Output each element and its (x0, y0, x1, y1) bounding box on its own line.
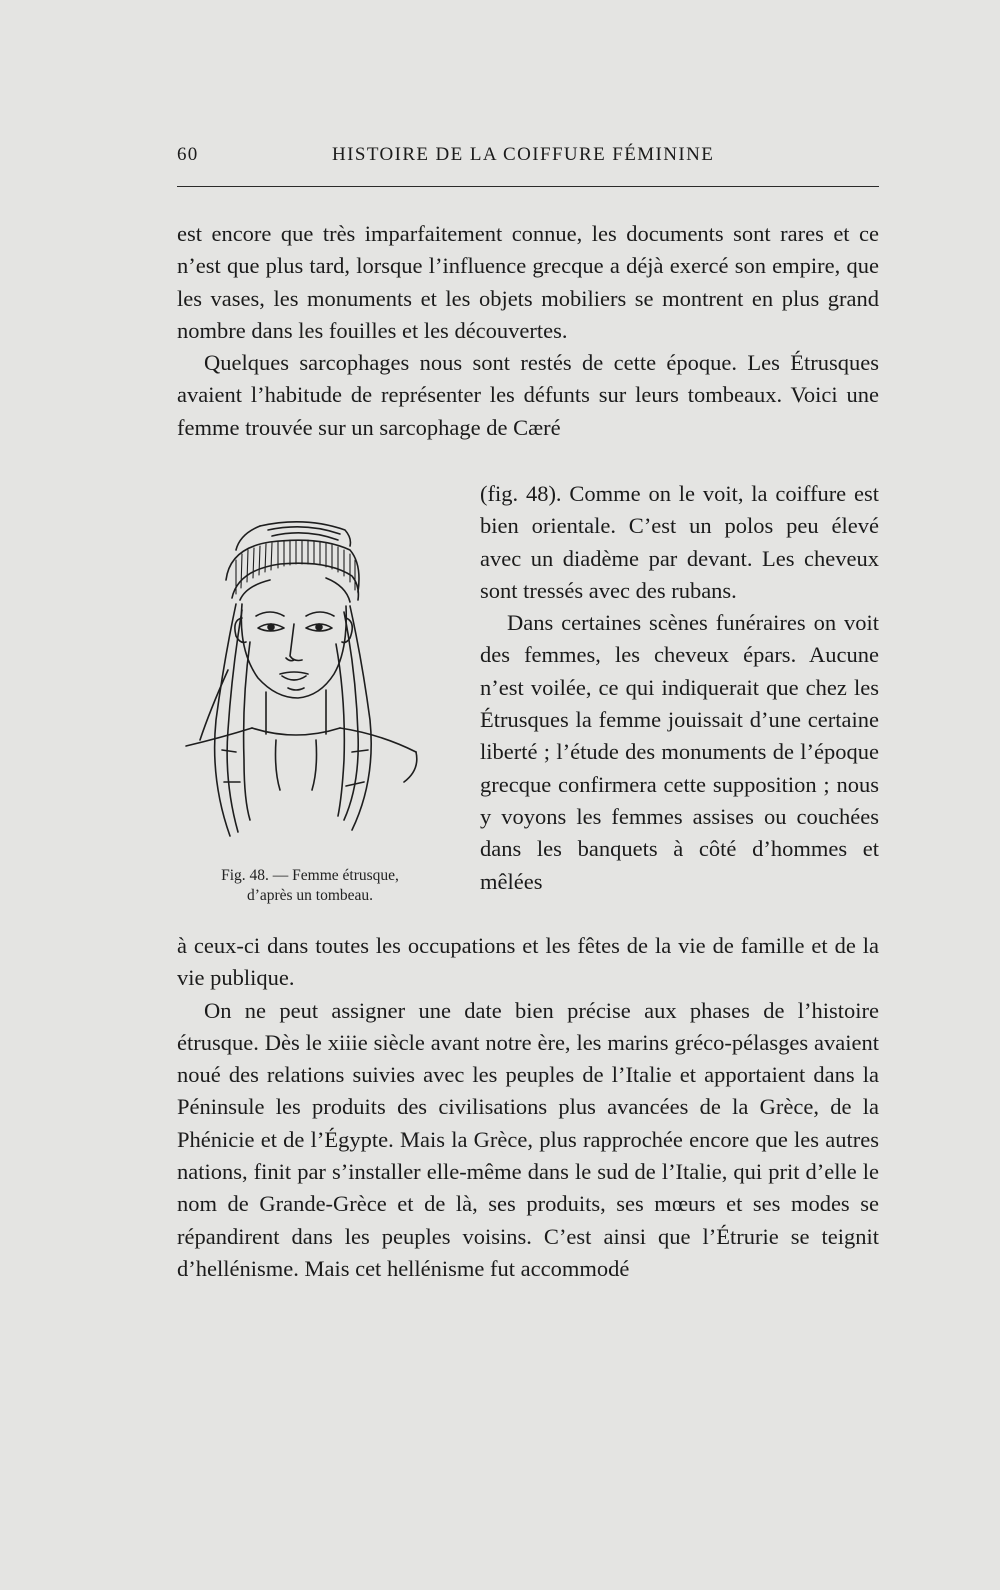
running-title: HISTOIRE DE LA COIFFURE FÉMININE (332, 144, 715, 165)
text-block-top (177, 218, 879, 444)
etruscan-woman-illustration (180, 520, 440, 850)
figure-caption (185, 866, 435, 906)
paragraph-2-continued: (fig. 48). Comme on le voit, la coiffure est bien orientale. C’est un polos peu élevé avec un diadème par devant. Les cheveux sont tressés avec des rubans. (480, 481, 879, 603)
text-block-bottom (177, 930, 879, 1285)
caption-line-2: d’après un tombeau. (246, 887, 374, 904)
paragraph-3-continued: à ceux-ci dans toutes les occupations et les fêtes de la vie de famille et de la vie publique. (177, 933, 879, 991)
page-header (177, 140, 879, 170)
header-rule (177, 186, 879, 187)
page-number: 60 (177, 144, 199, 165)
paragraph-4: On ne peut assigner une date bien précise aux phases de l’histoire étrusque. Dès le xiiie siècle avant notre ère, les marins gréco-pélasges avaient noué des relations suivies avec les peuples de l’Italie et apportaient dans la Péninsule les produits des civilisations plus avancées de la Grèce, de la Phénicie et de l’Égypte. Mais la Grèce, plus rapprochée encore que les autres nations, finit par s’installer elle-même dans le sud de l’Italie, qui prit d’elle le nom de Grande-Grèce et de là, ses produits, ses mœurs et ses modes se répandirent dans les peuples voisins. C’est ainsi que l’Étrurie se teignit d’hellénisme. Mais cet hellénisme fut accommodé (177, 997, 879, 1281)
paragraph-1: est encore que très imparfaitement connue, les documents sont rares et ce n’est que plus tard, lorsque l’influence grecque a déjà exercé son empire, que les vases, les monuments et les objets mobiliers se montrent en plus grand nombre dans les fouilles et les découvertes. (177, 221, 879, 343)
text-block-beside-figure (480, 478, 879, 898)
caption-line-1: Fig. 48. — Femme étrusque, (221, 867, 399, 884)
paragraph-2: Quelques sarcophages nous sont restés de cette époque. Les Étrusques avaient l’habitude de représenter les défunts sur leurs tombeaux. Voici une femme trouvée sur un sarcophage de Cæré (177, 350, 879, 440)
paragraph-3: Dans certaines scènes funéraires on voit des femmes, les cheveux épars. Aucune n’est voilée, ce qui indiquerait que chez les Étrusques la femme jouissait d’une certaine liberté ; l’étude des monuments de l’époque grecque confirmera cette supposition ; nous y voyons les femmes assises ou couchées dans les banquets à côté d’hommes et mêlées (480, 610, 879, 894)
figure-48 (180, 520, 440, 850)
